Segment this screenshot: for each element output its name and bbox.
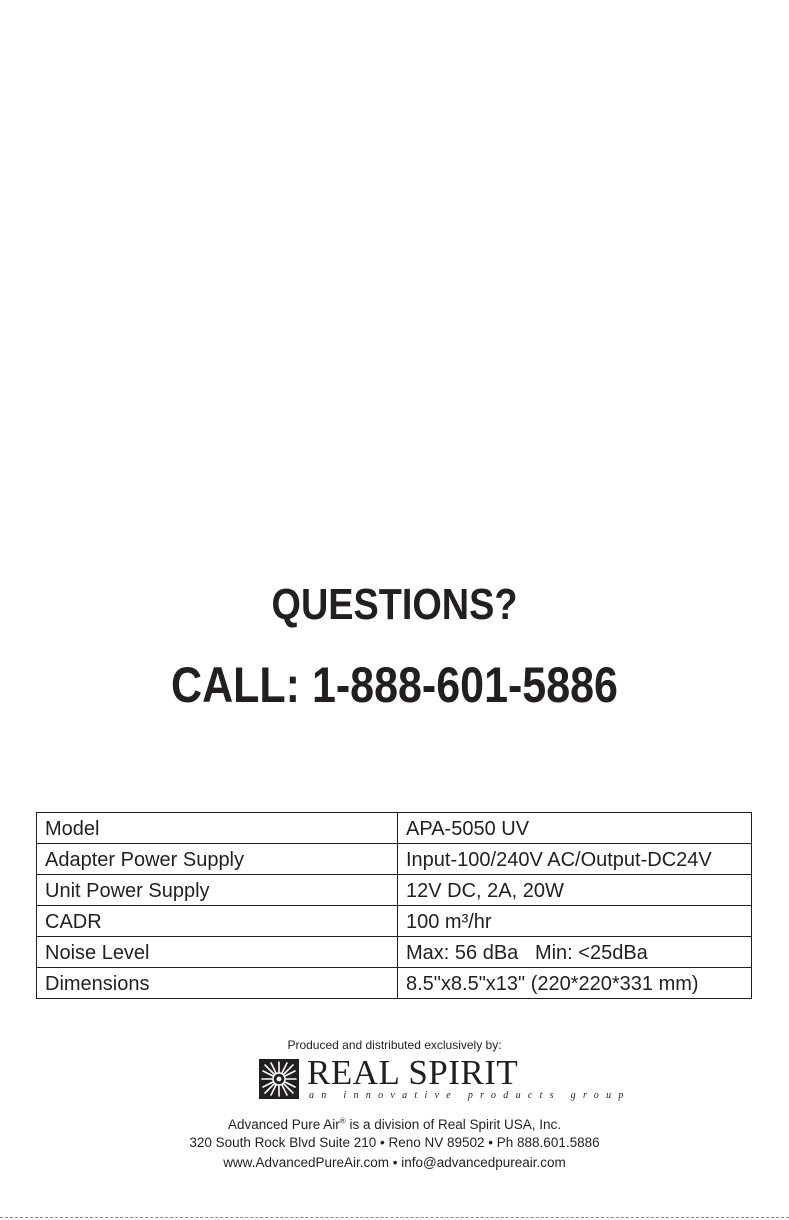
table-row: [37, 844, 752, 875]
registered-mark: ®: [339, 1116, 346, 1126]
address-line: 320 South Rock Blvd Suite 210 • Reno NV 89502 • Ph 888.601.5886: [189, 1135, 600, 1150]
cut-line-divider: [0, 1217, 789, 1218]
table-row: [37, 813, 752, 844]
starburst-icon: [259, 1059, 299, 1099]
table-row: [37, 875, 752, 906]
division-text: is a division of Real Spirit USA, Inc.: [345, 1117, 562, 1132]
produced-by-text: Produced and distributed exclusively by:: [287, 1038, 502, 1052]
logo-tagline: an innovative products group: [309, 1090, 631, 1101]
spec-label: Unit Power Supply: [37, 875, 398, 906]
spec-value: APA-5050 UV: [398, 813, 752, 844]
logo-wordmark: REAL SPIRIT: [307, 1053, 519, 1092]
spec-label: Dimensions: [37, 968, 398, 999]
table-row: [37, 906, 752, 937]
spec-label: CADR: [37, 906, 398, 937]
spec-value: Max: 56 dBa Min: <25dBa: [398, 937, 752, 968]
questions-heading: QUESTIONS?: [271, 580, 518, 629]
spec-label: Model: [37, 813, 398, 844]
spec-value: 12V DC, 2A, 20W: [398, 875, 752, 906]
spec-value: 8.5"x8.5"x13" (220*220*331 mm): [398, 968, 752, 999]
spec-value: Input-100/240V AC/Output-DC24V: [398, 844, 752, 875]
table-row: [37, 937, 752, 968]
spec-label: Noise Level: [37, 937, 398, 968]
call-phone-number: CALL: 1-888-601-5886: [171, 657, 618, 713]
division-statement: [0, 1117, 789, 1132]
spec-value: 100 m³/hr: [398, 906, 752, 937]
real-spirit-logo: [259, 1053, 631, 1103]
table-row: [37, 968, 752, 999]
brand-name: Advanced Pure Air: [227, 1117, 340, 1132]
specifications-table: [36, 812, 752, 999]
contact-line: www.AdvancedPureAir.com • info@advancedpureair.com: [223, 1155, 566, 1170]
spec-label: Adapter Power Supply: [37, 844, 398, 875]
